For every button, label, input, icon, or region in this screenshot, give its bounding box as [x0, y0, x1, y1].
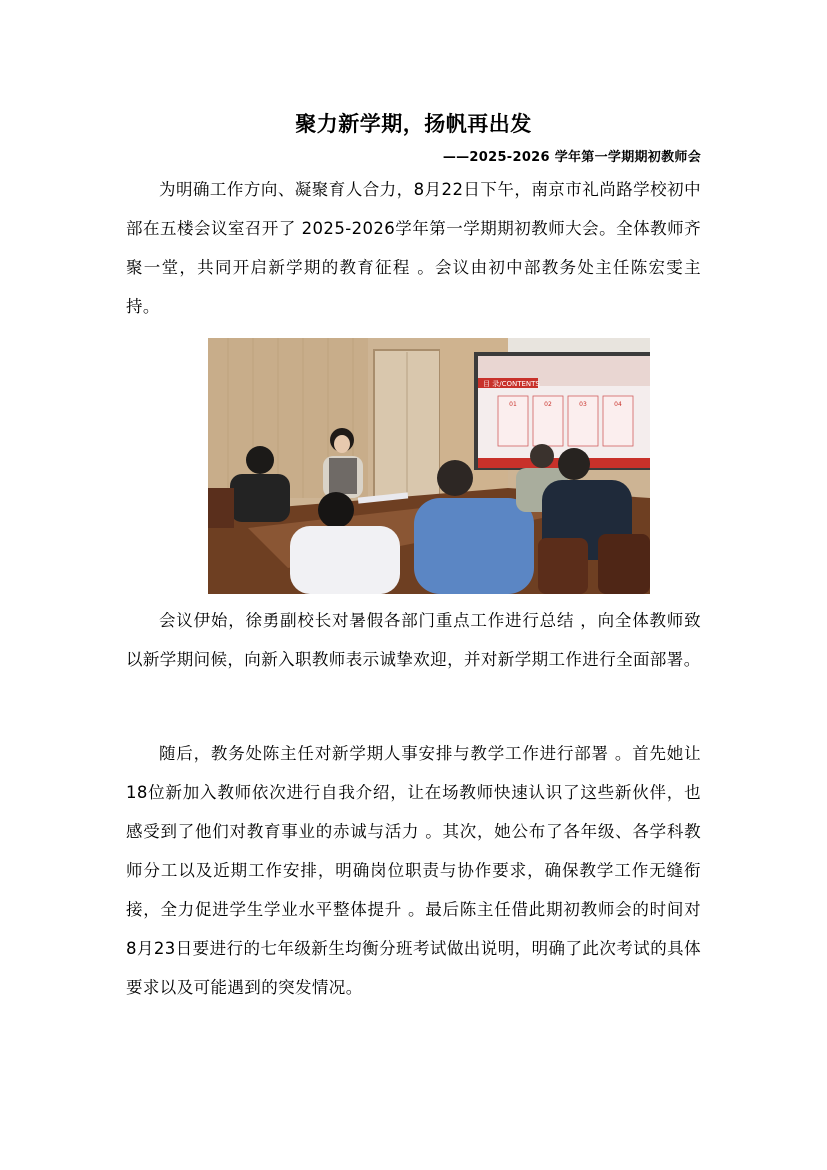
- meeting-photo: [208, 338, 650, 594]
- page-title: 聚力新学期，扬帆再出发: [295, 111, 532, 136]
- screen-item-3-num: 03: [579, 401, 587, 408]
- paragraph-director: 随后，教务处陈主任对新学期人事安排与教学工作进行部署 。首先她让 18位新加入教师依次进行自我介绍，让在场教师快速认识了这些新伙伴，也感受到了他们对教育事业的赤诚与活力 。其次，她公布了各年级、各学科教师分工以及近期工作安排，明确岗位职责与协作要求，确保教学工作无缝衔接，全力促进学生学业水平整体提升 。最后陈主任借此期初教师会的时间对 8月23日要进行的七年级新生均衡分班考试做出说明，明确了此次考试的具体要求以及可能遇到的突发情况。: [126, 744, 701, 997]
- paragraph-intro: 为明确工作方向、凝聚育人合力，8月22日下午，南京市礼尚路学校初中部在五楼会议室召开了 2025-2026学年第一学期期初教师大会。全体教师齐聚一堂，共同开启新学期的教育征程 。会议由初中部教务处主任陈宏雯主持。: [126, 180, 701, 316]
- screen-item-1-num: 01: [509, 401, 517, 408]
- screen-item-2-num: 02: [544, 401, 552, 408]
- screen-item-4-num: 04: [614, 401, 622, 408]
- page-subtitle: ——2025-2026 学年第一学期期初教师会: [442, 150, 701, 165]
- screen-heading: 目 录/CONTENTS: [483, 380, 540, 388]
- paragraph-vice-principal: 会议伊始，徐勇副校长对暑假各部门重点工作进行总结 ，向全体教师致以新学期问候，向新入职教师表示诚挚欢迎，并对新学期工作进行全面部署。: [126, 611, 701, 669]
